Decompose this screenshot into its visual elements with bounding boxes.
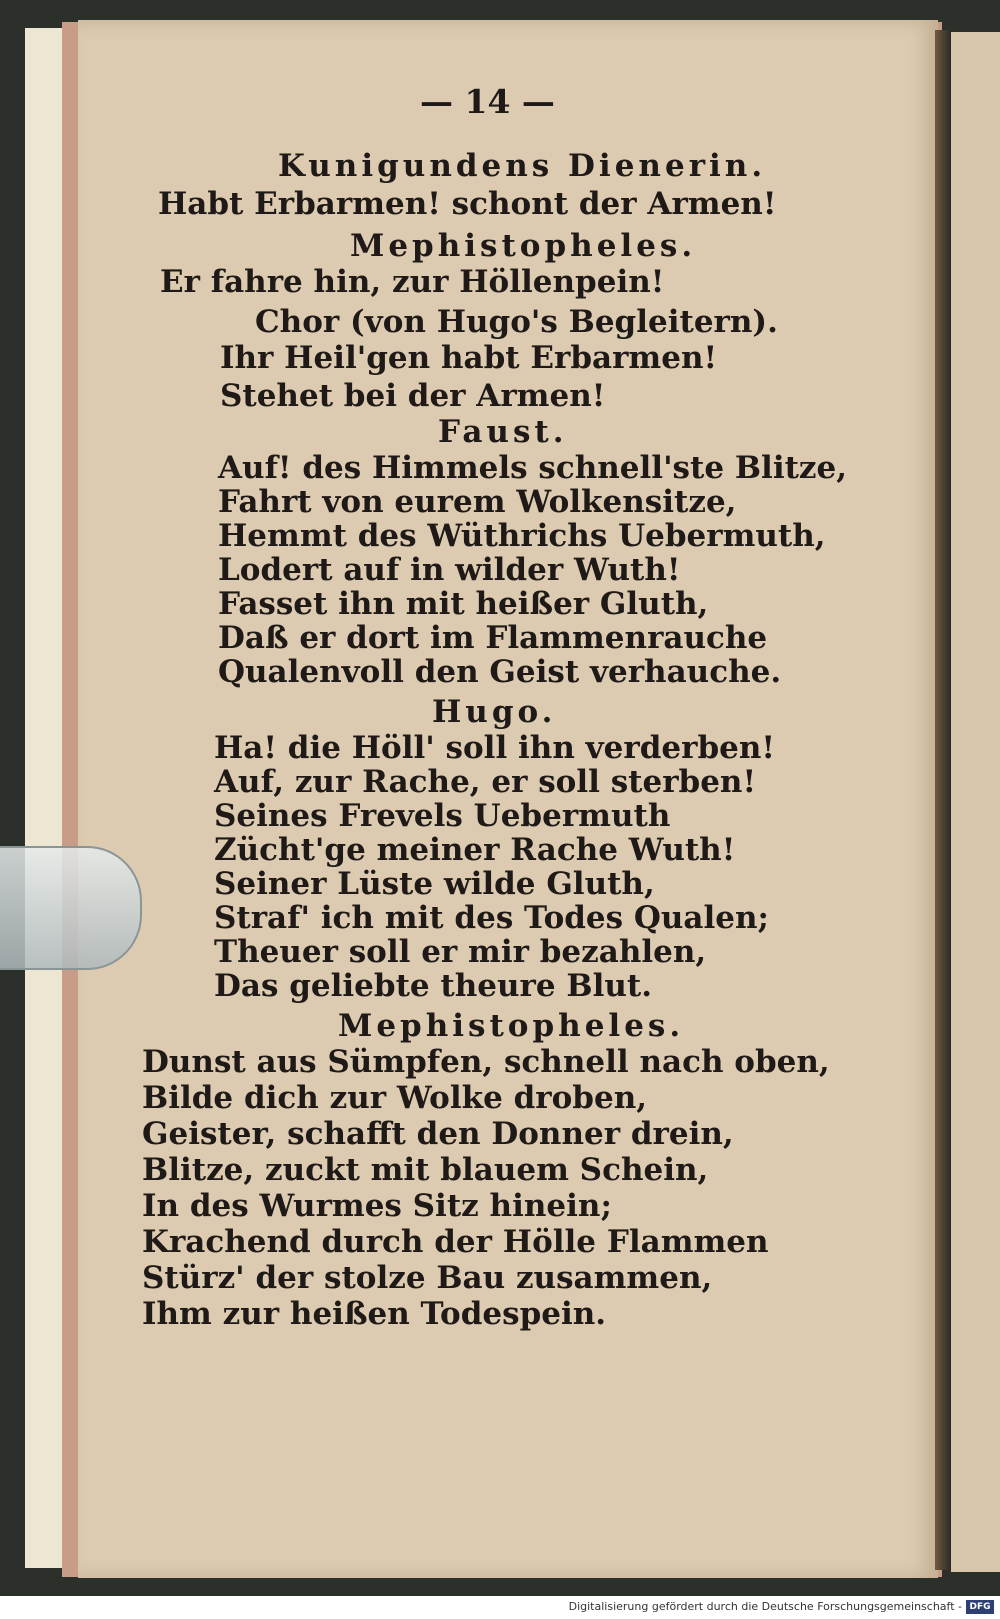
verse-line: Straf' ich mit des Todes Qualen; <box>214 900 770 936</box>
verse-line: Das geliebte theure Blut. <box>214 968 652 1004</box>
verse-line: Habt Erbarmen! schont der Armen! <box>158 186 777 222</box>
verse-line: Auf! des Himmels schnell'ste Blitze, <box>218 450 848 486</box>
verse-line: Ihm zur heißen Todespein. <box>142 1296 607 1332</box>
speaker-heading: Chor (von Hugo's Begleitern). <box>255 304 778 340</box>
verse-line: Qualenvoll den Geist verhauche. <box>218 654 782 690</box>
verse-line: Ha! die Höll' soll ihn verderben! <box>214 730 776 766</box>
dfg-logo: DFG <box>966 1600 994 1614</box>
verse-line: Blitze, zuckt mit blauem Schein, <box>142 1152 709 1188</box>
verse-line: Er fahre hin, zur Höllenpein! <box>160 264 665 300</box>
verse-line: Hemmt des Wüthrichs Uebermuth, <box>218 518 826 554</box>
verse-line: Lodert auf in wilder Wuth! <box>218 552 681 588</box>
page-number: — 14 — <box>420 82 555 121</box>
verse-line: Seines Frevels Uebermuth <box>214 798 671 834</box>
verse-line: Daß er dort im Flammenrauche <box>218 620 768 656</box>
verse-line: Ihr Heil'gen habt Erbarmen! <box>220 340 718 376</box>
verse-line: In des Wurmes Sitz hinein; <box>142 1188 612 1224</box>
verse-line: Stehet bei der Armen! <box>220 378 606 414</box>
verse-line: Fahrt von eurem Wolkensitze, <box>218 484 737 520</box>
speaker-heading: Mephistopheles. <box>338 1008 685 1044</box>
speaker-heading: Hugo. <box>432 694 557 730</box>
footer-bar <box>0 1596 1000 1619</box>
verse-line: Theuer soll er mir bezahlen, <box>214 934 707 970</box>
verse-line: Stürz' der stolze Bau zusammen, <box>142 1260 713 1296</box>
speaker-heading: Mephistopheles. <box>350 228 697 264</box>
speaker-heading: Faust. <box>438 414 568 450</box>
speaker-heading: Kunigundens Dienerin. <box>278 148 767 184</box>
verse-line: Dunst aus Sümpfen, schnell nach oben, <box>142 1044 830 1080</box>
verse-line: Fasset ihn mit heißer Gluth, <box>218 586 709 622</box>
page-clip <box>0 846 142 970</box>
verse-line: Geister, schafft den Donner drein, <box>142 1116 734 1152</box>
verse-line: Krachend durch der Hölle Flammen <box>142 1224 769 1260</box>
verse-line: Seiner Lüste wilde Gluth, <box>214 866 655 902</box>
verse-line: Zücht'ge meiner Rache Wuth! <box>214 832 736 868</box>
verse-line: Bilde dich zur Wolke droben, <box>142 1080 648 1116</box>
footer-credit: Digitalisierung gefördert durch die Deutsche Forschungsgemeinschaft - <box>568 1600 962 1613</box>
verse-line: Auf, zur Rache, er soll sterben! <box>214 764 757 800</box>
